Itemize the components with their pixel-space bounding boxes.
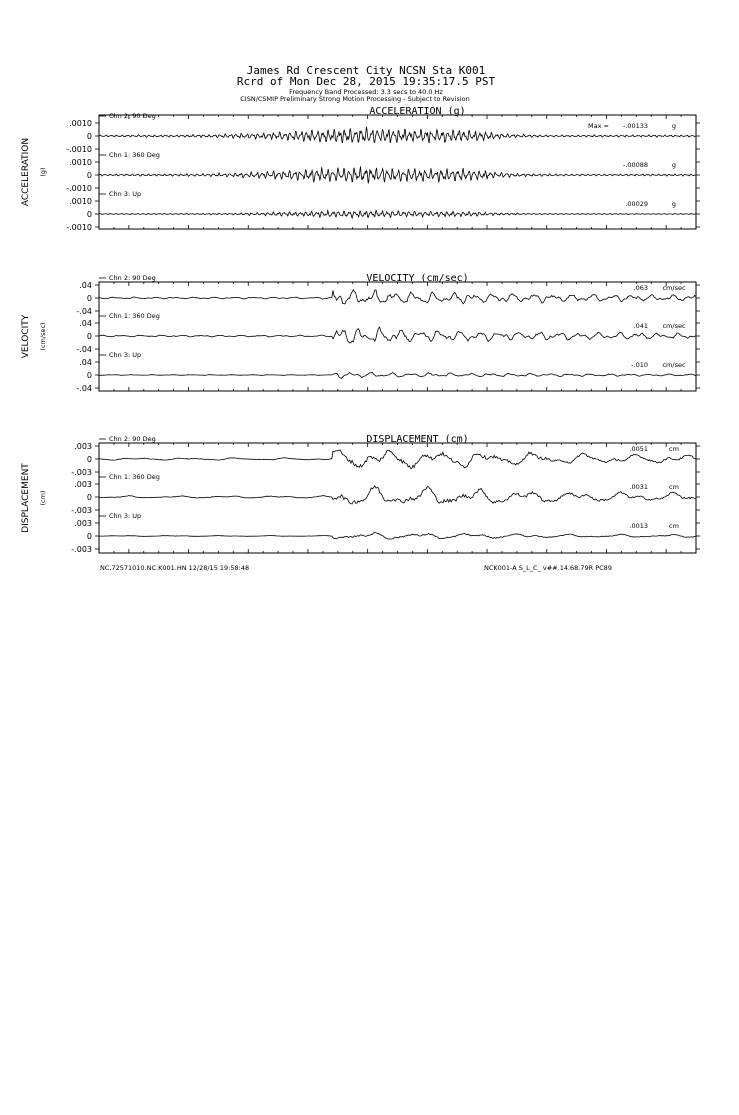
processing-note: CISN/CSMIP Preliminary Strong Motion Processing - Subject to Revision xyxy=(240,95,470,103)
y-tick-label-bottom: -.0010 xyxy=(66,184,92,193)
y-tick-label-bottom: -.003 xyxy=(71,545,92,554)
channel-peak: .0051 xyxy=(629,445,648,453)
channel-unit: cm xyxy=(669,445,679,453)
trace-panel-frame xyxy=(99,115,696,229)
trace-panel-1 xyxy=(21,273,700,393)
y-tick-label-zero: 0 xyxy=(86,455,92,464)
y-tick-label-top: .0010 xyxy=(69,158,92,167)
trace-channel-2 xyxy=(76,351,700,393)
y-tick-label-top: .04 xyxy=(79,281,92,290)
panel-title: VELOCITY (cm/sec) xyxy=(366,273,469,284)
channel-peak: .063 xyxy=(633,284,648,292)
y-tick-label-bottom: -.04 xyxy=(76,345,92,354)
y-tick-label-top: .003 xyxy=(74,519,92,528)
trace-line xyxy=(99,210,695,218)
y-tick-label-zero: 0 xyxy=(86,210,92,219)
trace-line xyxy=(99,327,696,343)
y-tick-label-zero: 0 xyxy=(86,132,92,141)
footer-left: NC.72571010.NC.K001.HN 12/28/15 19:58:48 xyxy=(100,564,250,572)
channel-label: Chn 1: 360 Deg xyxy=(109,312,160,320)
y-tick-label-bottom: -.0010 xyxy=(66,145,92,154)
channel-unit: cm/sec xyxy=(662,284,686,292)
footer-right: NCK001-A S_L_C_ v##.14.68.79R PC89 xyxy=(484,564,612,572)
record-time: Rcrd of Mon Dec 28, 2015 19:35:17.5 PST xyxy=(236,75,496,88)
panel-side-label: ACCELERATION xyxy=(21,137,31,207)
trace-line xyxy=(99,533,696,540)
channel-label: Chn 3: Up xyxy=(109,512,142,520)
channel-label: Chn 3: Up xyxy=(109,351,142,359)
panel-side-label: DISPLACEMENT xyxy=(21,463,31,533)
y-tick-label-zero: 0 xyxy=(86,371,92,380)
trace-panel-0 xyxy=(21,106,700,232)
channel-label: Chn 2: 90 Deg xyxy=(109,274,156,282)
channel-label: Chn 2: 90 Deg xyxy=(109,112,156,120)
trace-line xyxy=(99,167,695,184)
panel-title: ACCELERATION (g) xyxy=(369,106,466,117)
trace-line xyxy=(99,450,696,469)
y-tick-label-zero: 0 xyxy=(86,532,92,541)
channel-peak: -.010 xyxy=(631,361,648,369)
y-tick-label-zero: 0 xyxy=(86,493,92,502)
channel-unit: cm/sec xyxy=(662,361,686,369)
y-tick-label-top: .0010 xyxy=(69,119,92,128)
report-header xyxy=(237,64,496,103)
y-tick-label-top: .003 xyxy=(74,480,92,489)
y-tick-label-top: .003 xyxy=(74,442,92,451)
panel-side-label: VELOCITY xyxy=(21,314,31,359)
trace-channel-1 xyxy=(71,473,700,515)
trace-channel-2 xyxy=(71,512,700,554)
channel-peak: .041 xyxy=(633,322,648,330)
trace-panel-2 xyxy=(21,434,700,554)
channel-label: Chn 2: 90 Deg xyxy=(109,435,156,443)
channel-unit: cm xyxy=(669,522,679,530)
y-tick-label-bottom: -.003 xyxy=(71,506,92,515)
channel-unit: cm/sec xyxy=(662,322,686,330)
channel-peak: .0013 xyxy=(629,522,648,530)
y-tick-label-bottom: -.04 xyxy=(76,307,92,316)
channel-label: Chn 3: Up xyxy=(109,190,142,198)
trace-line xyxy=(99,372,696,378)
channel-unit: cm xyxy=(669,483,679,491)
channel-peak: .0031 xyxy=(629,483,648,491)
channel-peak: -.00088 xyxy=(622,161,648,169)
y-tick-label-top: .04 xyxy=(79,319,92,328)
y-tick-label-zero: 0 xyxy=(86,294,92,303)
trace-channel-1 xyxy=(76,312,700,354)
y-tick-label-bottom: -.003 xyxy=(71,468,92,477)
channel-peak: -.00133 xyxy=(622,122,648,130)
max-prefix: Max = xyxy=(588,122,609,130)
trace-line xyxy=(99,290,696,304)
channel-unit: g xyxy=(671,122,677,130)
channel-unit: g xyxy=(671,200,677,208)
station-title: James Rd Crescent City NCSN Sta K001 xyxy=(246,64,486,77)
trace-channel-1 xyxy=(66,151,700,193)
panel-unit-label: (cm) xyxy=(39,490,47,506)
panel-title: DISPLACEMENT (cm) xyxy=(366,434,469,445)
y-tick-label-zero: 0 xyxy=(86,171,92,180)
y-tick-label-top: .04 xyxy=(79,358,92,367)
y-tick-label-top: .0010 xyxy=(69,197,92,206)
channel-label: Chn 1: 360 Deg xyxy=(109,473,160,481)
frequency-band: Frequency Band Processed: 3.3 secs to 40.0 Hz xyxy=(289,88,443,96)
trace-channel-2 xyxy=(66,190,700,232)
trace-line xyxy=(99,486,696,504)
y-tick-label-zero: 0 xyxy=(86,332,92,341)
panel-unit-label: (cm/sec) xyxy=(39,322,47,351)
channel-unit: g xyxy=(671,161,677,169)
channel-peak: .00029 xyxy=(625,200,648,208)
y-tick-label-bottom: -.04 xyxy=(76,384,92,393)
trace-channel-0 xyxy=(66,112,700,154)
y-tick-label-bottom: -.0010 xyxy=(66,223,92,232)
panel-unit-label: (g) xyxy=(39,167,47,177)
channel-label: Chn 1: 360 Deg xyxy=(109,151,160,159)
